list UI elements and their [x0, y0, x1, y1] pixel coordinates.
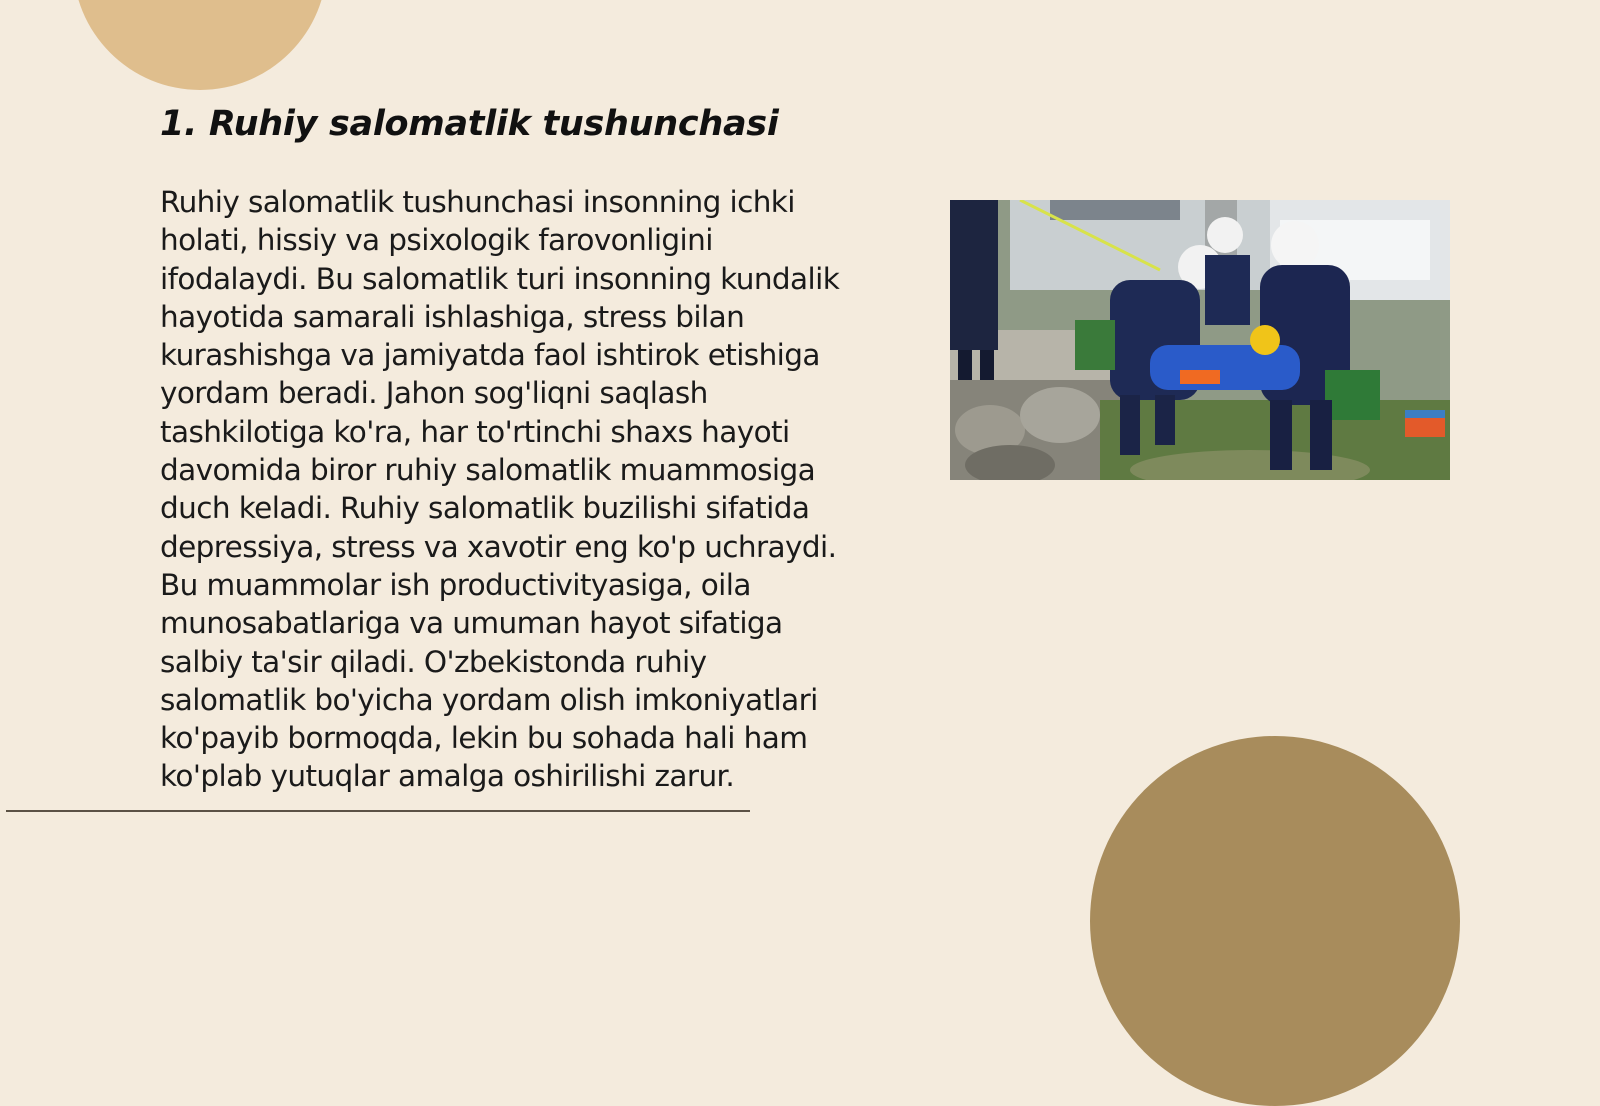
slide-title: 1. Ruhiy salomatlik tushunchasi: [160, 104, 779, 144]
rescue-team-photo: [950, 200, 1450, 480]
slide-body-text: Ruhiy salomatlik tushunchasi insonning ichki holati, hissiy va psixologik farovonligini ifodalaydi. Bu salomatlik turi insonning kundalik hayotida samarali ishlashiga, stress bilan kurashishga va jamiyatda faol ishtirok etishiga yordam beradi. Jahon sog'liqni saqlash tashkilotiga ko'ra, har to'rtinchi shaxs hayoti davomida biror ruhiy salomatlik muammosiga duch keladi. Ruhiy salomatlik buzilishi sifatida depressiya, stress va xavotir eng ko'p uchraydi. Bu muammolar ish productivityasiga, oila munosabatlariga va umuman hayot sifatiga salbiy ta'sir qiladi. O'zbekistonda ruhiy salomatlik bo'yicha yordam olish imkoniyatlari ko'payib bormoqda, lekin bu sohada hali ham ko'plab yutuqlar amalga oshirilishi zarur.: [160, 185, 840, 794]
decorative-circle-top: [73, 0, 327, 90]
horizontal-rule: [6, 810, 750, 812]
decorative-circle-bottom: [1090, 736, 1460, 1106]
rescue-team-illustration: [950, 200, 1450, 480]
